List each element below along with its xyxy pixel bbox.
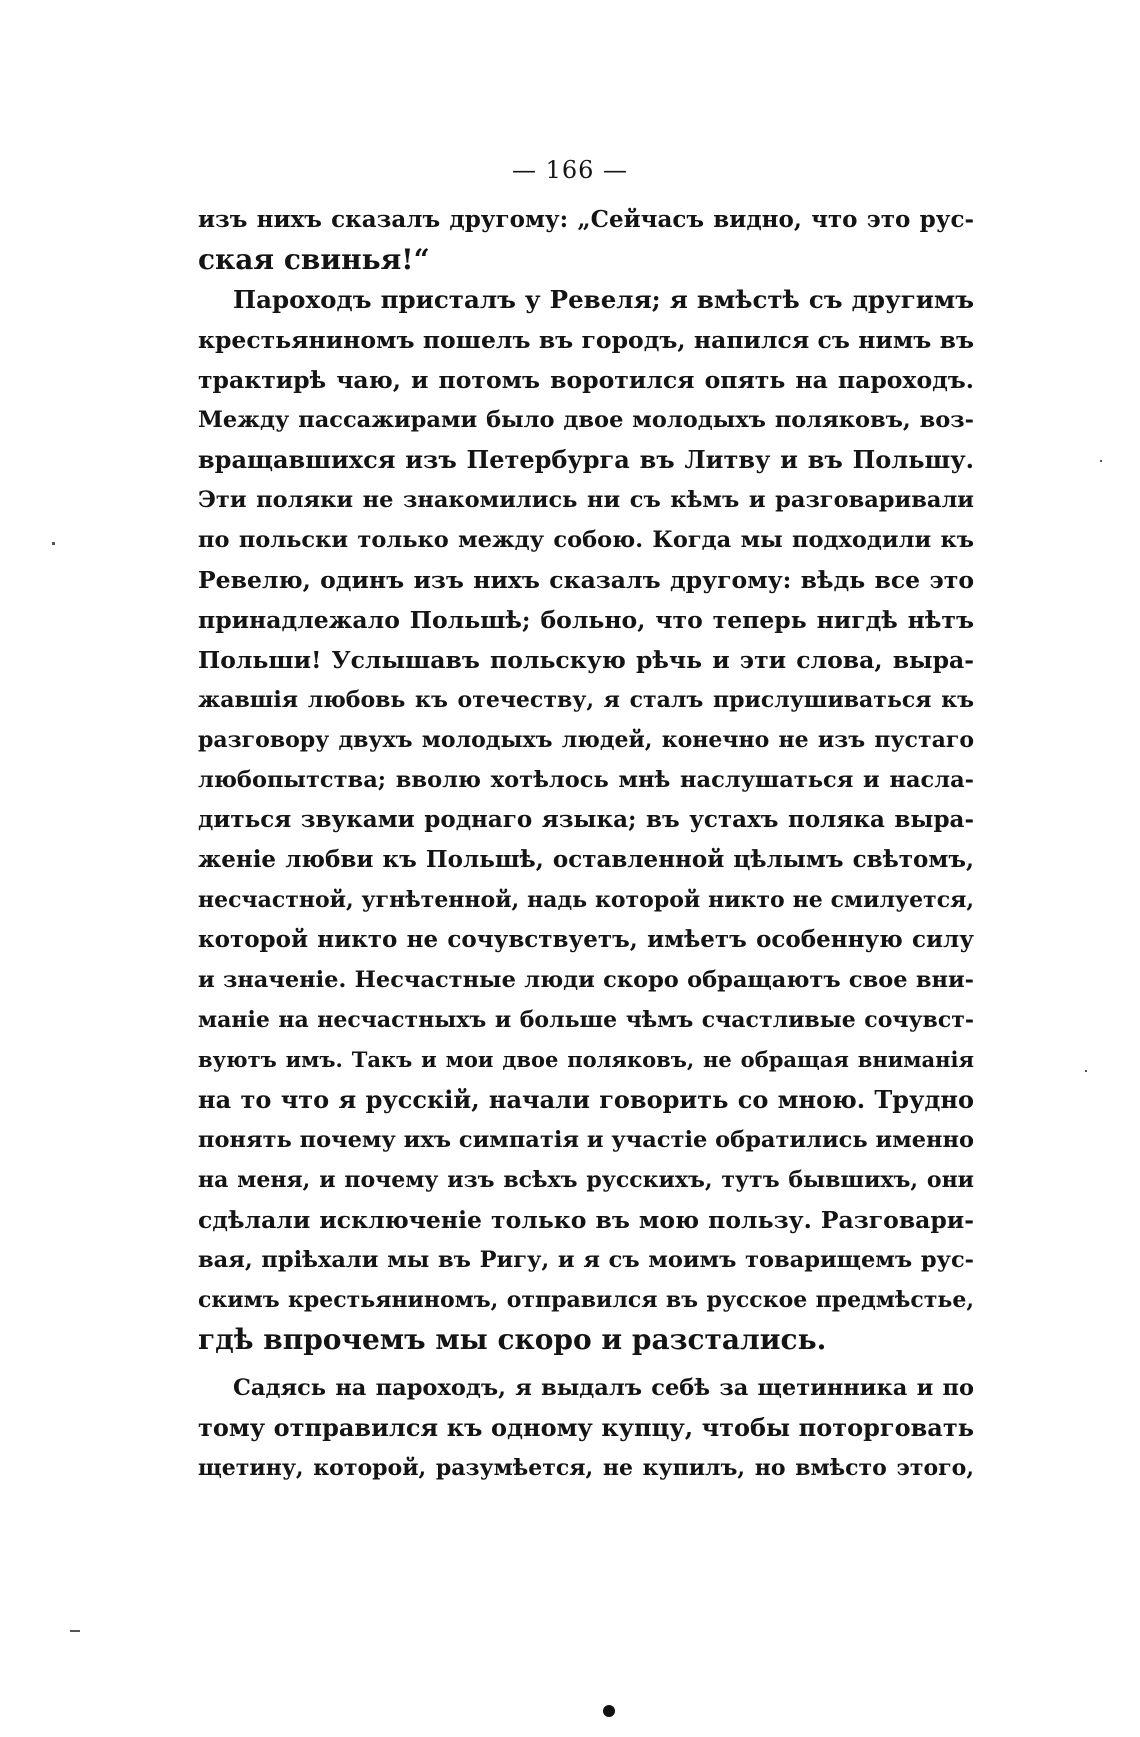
text-line: скимъ крестьяниномъ, отправился въ русское предмѣстье, bbox=[198, 1287, 974, 1313]
ink-dot bbox=[603, 1705, 615, 1717]
text-line: женіе любви къ Польшѣ, оставленной цѣлымъ свѣтомъ, bbox=[198, 846, 974, 873]
text-line: крестьяниномъ пошелъ въ городъ, напился съ нимъ въ bbox=[198, 326, 974, 354]
text-line: тому отправился къ одному купцу, чтобы поторговать bbox=[198, 1413, 974, 1442]
text-line: по польски только между собою. Когда мы подходили къ bbox=[198, 527, 974, 553]
text-line: на то что я русскій, начали говорить со мною. Трудно bbox=[198, 1085, 974, 1114]
page-number: — 166 — bbox=[511, 156, 629, 184]
text-line: Эти поляки не знакомились ни съ кѣмъ и разговаривали bbox=[198, 487, 974, 513]
text-line: маніе на несчастныхъ и больше чѣмъ счастливые сочувст- bbox=[198, 1007, 974, 1033]
text-line: Ревелю, одинъ изъ нихъ сказалъ другому: вѣдь все это bbox=[198, 566, 974, 594]
text-line: диться звуками роднаго языка; въ устахъ поляка выра- bbox=[198, 806, 974, 833]
text-line: гдѣ впрочемъ мы скоро и разстались. bbox=[198, 1323, 827, 1356]
text-line: вая, пріѣхали мы въ Ригу, и я съ моимъ товарищемъ рус- bbox=[198, 1247, 974, 1273]
text-line: вращавшихся изъ Петербурга въ Литву и въ Польшу. bbox=[198, 445, 974, 474]
text-line: Польши! Услышавъ польскую рѣчь и эти слова, выра- bbox=[198, 646, 974, 674]
text-line: Садясь на пароходъ, я выдалъ себѣ за щетинника и по bbox=[233, 1375, 974, 1401]
scan-speck bbox=[1085, 1070, 1087, 1072]
scan-speck bbox=[1100, 460, 1102, 462]
text-line: несчастной, угнѣтенной, надь которой никто не смилуется, bbox=[198, 887, 974, 913]
text-line: и значеніе. Несчастные люди скоро обращаютъ свое вни- bbox=[198, 967, 974, 993]
text-line: принадлежало Польшѣ; больно, что теперь нигдѣ нѣтъ bbox=[198, 606, 974, 634]
text-line: понять почему ихъ симпатія и участіе обратились именно bbox=[198, 1127, 974, 1153]
text-line: которой никто не сочувствуетъ, имѣетъ особенную силу bbox=[198, 926, 974, 953]
text-line: ская свинья!“ bbox=[198, 243, 430, 276]
scan-speck bbox=[52, 542, 55, 545]
scan-speck bbox=[70, 1630, 80, 1632]
text-line: Пароходъ присталъ у Ревеля; я вмѣстѣ съ другимъ bbox=[233, 285, 974, 314]
text-line: сдѣлали исключеніе только въ мою пользу. Разговари- bbox=[198, 1206, 974, 1234]
text-line: жавшія любовь къ отечеству, я сталъ прислушиваться къ bbox=[198, 687, 974, 713]
text-line: на меня, и почему изъ всѣхъ русскихъ, тутъ бывшихъ, они bbox=[198, 1167, 974, 1193]
text-line: изъ нихъ сказалъ другому: „Сейчасъ видно, что это рус- bbox=[198, 206, 974, 233]
text-line: трактирѣ чаю, и потомъ воротился опять на пароходъ. bbox=[198, 366, 974, 394]
text-line: вуютъ имъ. Такъ и мои двое поляковъ, не обращая вниманія bbox=[198, 1047, 974, 1072]
text-line: любопытства; вволю хотѣлось мнѣ наслушаться и насла- bbox=[198, 767, 974, 793]
text-line: щетину, которой, разумѣется, не купилъ, но вмѣсто этого, bbox=[198, 1455, 974, 1481]
text-line: Между пассажирами было двое молодыхъ поляковъ, воз- bbox=[198, 407, 974, 433]
text-line: разговору двухъ молодыхъ людей, конечно не изъ пустаго bbox=[198, 727, 974, 753]
